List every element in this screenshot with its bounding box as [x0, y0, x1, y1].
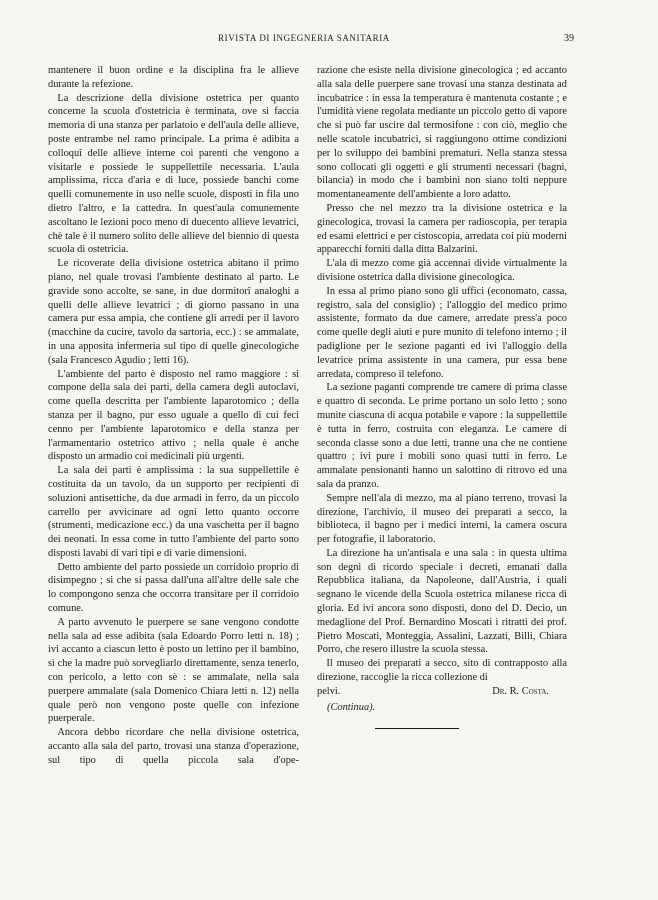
page-number: 39: [564, 33, 574, 44]
paragraph: La direzione ha un'antisala e una sala : in questa ultima son degni di ricordo speciale i decreti, emanati dalla Repubblica italiana, da Napoleone, dall'Austria, i quali segnano le vicende della Scuola ostetrica milanese ricca di gloria. Ed ivi ancora sono disposti, dono del D. Decio, un medaglione del Prof. Bernardino Moscati i ritratti dei prof. Pietro Moscati, Monteggia, Assalini, Lazzati, Billi, Chiara Porro, che resero illustre la scuola stessa.: [317, 547, 567, 656]
paragraph: Le ricoverate della divisione ostetrica abitano il primo piano, nel quale trovasi l'ambiente destinato al parto. Le gravide sono accolte, se sane, in due dormitorî analoghi a quelli delle allieve levatrici ; di giorno passano in una camera pur essa ampia, che contiene gli arredi per il lavoro (macchine da cucire, tavolo da sartoria, ecc.) : se ammalate, in una apposita infermeria sul tipo di quelle ginecologiche (sala Francesco Agudio ; letti 16).: [48, 258, 299, 366]
closing-word: pelvi.: [317, 685, 341, 697]
paragraph: A parto avvenuto le puerpere se sane vengono condotte nella sala ad esse adibita (sala Edoardo Porro letti n. 18) ; ivi accanto a ciascun letto è posto un lettino per il bambino, sì che la madre può sorvegliarlo direttamente, senza tenerlo, con pericolo, a letto con sè : se ammalate, nella sala puerpere ammalate (sala Domenico Chiara letti n. 12) nella quale però non vengono poste quelle con infezione puerperale.: [48, 616, 299, 725]
signature-line: [317, 685, 567, 699]
paragraph: Detto ambiente del parto possiede un corridoio proprio di disimpegno ; si che si passa dall'una all'altre delle sale che lo compongono senza che occorra transitare per il corridoio comune.: [48, 561, 299, 615]
paragraph: Presso che nel mezzo tra la divisione ostetrica e la ginecologica, trovasi la camera per radioscopia, per terapia ed esami elettrici e per cistoscopia, arredata coi più moderni apparecchi forniti dalla ditta Balzarini.: [317, 202, 567, 256]
to-be-continued-note: (Continua).: [327, 701, 376, 713]
paragraph: Ancora debbo ricordare che nella divisione ostetrica, accanto alla sala del parto, trovasi una stanza d'operazione, sul tipo di quella piccola sala d'ope-: [48, 727, 299, 766]
running-title: RIVISTA DI INGEGNERIA SANITARIA: [218, 33, 390, 43]
paragraph: razione che esiste nella divisione ginecologica ; ed accanto alla sala delle puerpere sane trovasi una stanza destinata ad incubatrice : in essa la temperatura è mantenuta costante ; e l'umidità viene regolata mediante un piccolo getto di vapore che si può far uscire dal termosifone : con ciò, meglio che nelle scatole incubatrici, si raggiungono ottime condizioni per lo sviluppo dei bambini prematuri. Nella stanza stessa sono collocati gli oggetti e gli strumenti necessari (bagni, bilancia) in modo che i bambini non siano tolti neppure momentaneamente dell'ambiente a loro adatto.: [317, 65, 567, 201]
paragraph: In essa al primo piano sono gli uffici (economato, cassa, registro, sala del consiglio) ; l'alloggio del medico primo assistente, formato da due camere, arredate press'a poco come quelle degli aiuti e pure munito di telefono interno ; il padiglione per le sezione paganti ed ivi l'alloggio della levatrice prima assistente in una camera, pur essa bene arredata, compreso il telefono.: [317, 285, 567, 380]
right-column: [317, 64, 567, 729]
paragraph: La sezione paganti comprende tre camere di prima classe e quattro di seconda. Le prime portano un solo letto ; sono munite ciascuna di acqua potabile e vapore : la suppellettile è tutta in ferro, costruita con eleganza. Le camere di seconda classe sono a due letti, tranne una che ne contiene quattro ; ivi pure i mobili sono quasi tutti in ferro. Le ammalate pensionanti hanno un salottino di ritrovo ed una sala da pranzo.: [317, 382, 567, 490]
author-signature: Dr. R. Costa.: [492, 685, 549, 697]
paragraph: La descrizione della divisione ostetrica per quanto concerne la scuola d'ostetricia è terminata, ove si faccia memoria di una stanza per parlatoio e dell'aula delle allieve, poste entrambe nel ramo principale. La prima è adibita a colloquî delle allieve interne coi parenti che vengono a visitarle e possiede le suppellettile necessaria. L'aula amplissima, ricca d'aria e di luce, possiede banchi come quelli comunemente in uso nelle scuole, disposti in fila uno dietro l'altro, e la cattedra. In quest'aula comunemente ascoltano le lezioni poco meno di duecento allieve levatrici, chè tale è il numero solito delle allieve del biennio di questa scuola di ostetricia.: [48, 92, 299, 256]
left-column: [48, 64, 299, 768]
paragraph: Il museo dei preparati a secco, sito di contrapposto alla direzione, raccoglie la ricca collezione di: [317, 658, 567, 684]
paragraph: La sala dei parti è amplissima : la sua suppellettile è costituita da un tavolo, da un supporto per recipienti di soluzioni antisettiche, da due armadi in ferro, da un piccolo carrello per avvicinare ad ogni letto quanto occorre (strumenti, medicazione ecc.) da una vaschetta per il bagno dei neonati. In essa come in tutto l'ambiente del parto sono disposti lavabi di vari tipi e di varie dimensioni.: [48, 465, 299, 559]
paragraph: mantenere il buon ordine e la disciplina fra le allieve durante la refezione.: [48, 65, 299, 90]
paragraph: L'ala di mezzo come già accennai divide virtualmente la divisione ostetrica dalla divisione ginecologica.: [317, 258, 567, 283]
paragraph: L'ambiente del parto è disposto nel ramo maggiore : si compone della sala dei parti, della camera degli autoclavi, come quella descritta per l'ambiente laparotomico ; della stanza per il bagno, pur esso uguale a quello di cui feci cenno per l'ambiente laparotomico e della stanza per l'armamentario ostetrico attivo ; nella quale è anche disposto un armadio coi medicinali più urgenti.: [48, 368, 299, 463]
running-header: [0, 33, 658, 47]
paragraph: Sempre nell'ala di mezzo, ma al piano terreno, trovasi la direzione, l'archivio, il museo dei preparati a secco, la biblioteca, il bagno per i medici interni, la camera oscura per fotografie, il laboratorio.: [317, 492, 567, 546]
end-rule: [375, 728, 459, 729]
